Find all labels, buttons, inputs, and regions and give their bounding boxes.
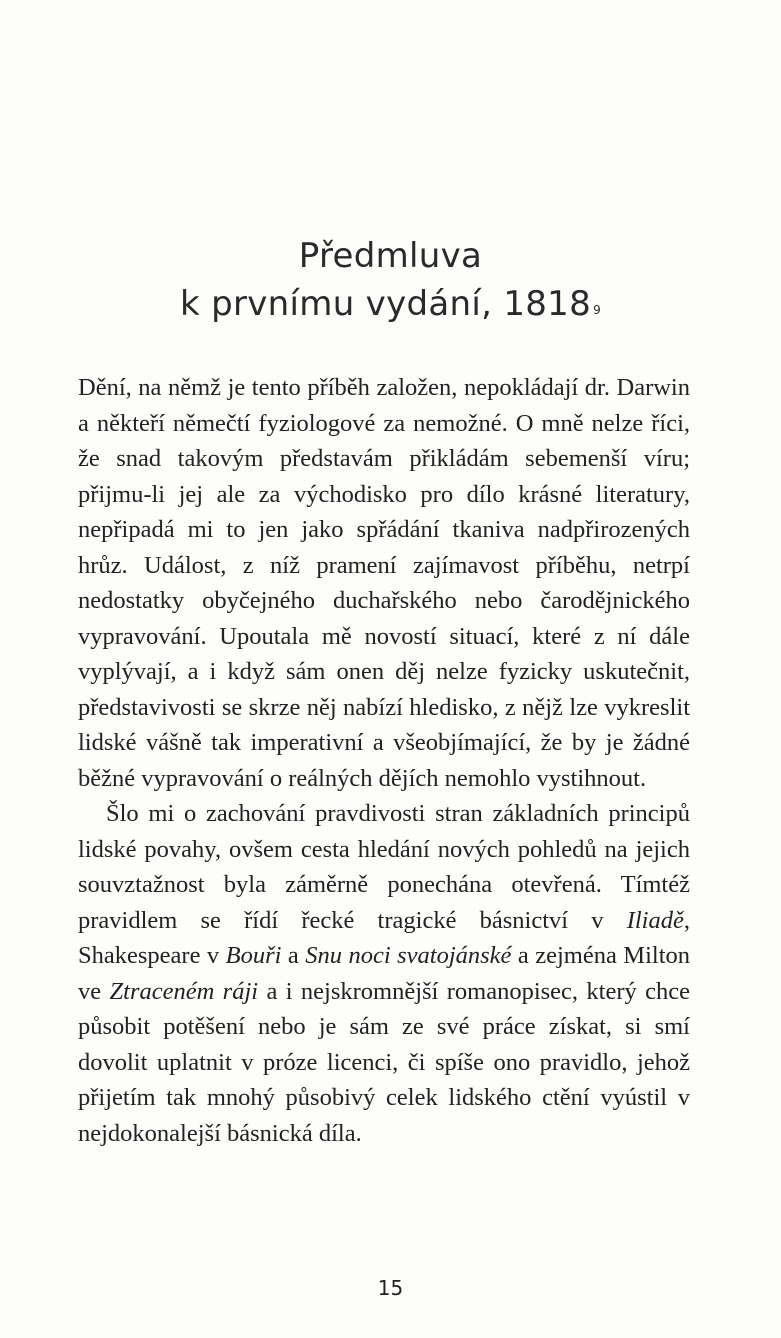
- footnote-mark: 9: [593, 303, 601, 317]
- title-ztracenem-raji: Ztraceném ráji: [109, 977, 259, 1005]
- page-number: 15: [377, 1276, 404, 1300]
- chapter-heading: [0, 232, 781, 328]
- paragraph-2-part-3: a: [281, 942, 306, 969]
- paragraph-2-part-5: a i nejskromnější romanopisec, který chce působit potěšení nebo je sám ze své práce získat, si smí dovolit uplatnit v próze licenci, či spíše ono pravidlo, jehož přijetím tak mnohý působivý celek lidského ctění vyústil v nejdokonalejší básnická díla.: [78, 977, 691, 1147]
- heading-line-2-text: k prvnímu vydání, 1818: [180, 284, 592, 324]
- heading-line-1: Předmluva: [298, 236, 483, 276]
- body-text: [78, 370, 690, 1151]
- paragraph-2-part-2: , Shakespeare v: [78, 906, 690, 969]
- paragraph-2-part-1: Šlo mi o zachování pravdivosti stran základních principů lidské povahy, ovšem cesta hledání nových pohledů na jejich souvztažnost byla záměrně ponechána otevřená. Tímtéž pravidlem se řídí řecké tragické básnictví v: [78, 800, 690, 934]
- heading-line-2: [0, 280, 781, 328]
- paragraph-1: Dění, na němž je tento příběh založen, nepokládají dr. Darwin a někteří němečtí fyziologové za nemožné. O mně nelze říci, že snad takovým představám přikládám sebemenší víru; přijmu-li jej ale za východisko pro dílo krásné literatury, nepřipadá mi to jen jako spřádání tkaniva nadpřirozených hrůz. Událost, z níž pramení zajímavost příběhu, netrpí nedostatky obyčejného duchařského nebo čarodějnického vypravování. Upoutala mě novostí situací, které z ní dále vyplývají, a i když sám onen děj nelze fyzicky uskutečnit, představivosti se skrze něj nabízí hledisko, z nějž lze vykreslit lidské vášně tak imperativní a všeobjímající, že by je žádné běžné vypravování o reálných dějích nemohlo vystihnout.: [78, 374, 690, 792]
- paragraph-2-part-4: a zejména Milton ve: [78, 942, 690, 1005]
- title-bouri: Bouři: [225, 942, 282, 969]
- title-iliade: Iliadě: [626, 906, 684, 934]
- title-snu-noci: Snu noci svatojánské: [305, 942, 512, 969]
- paragraph-2: [78, 796, 690, 1151]
